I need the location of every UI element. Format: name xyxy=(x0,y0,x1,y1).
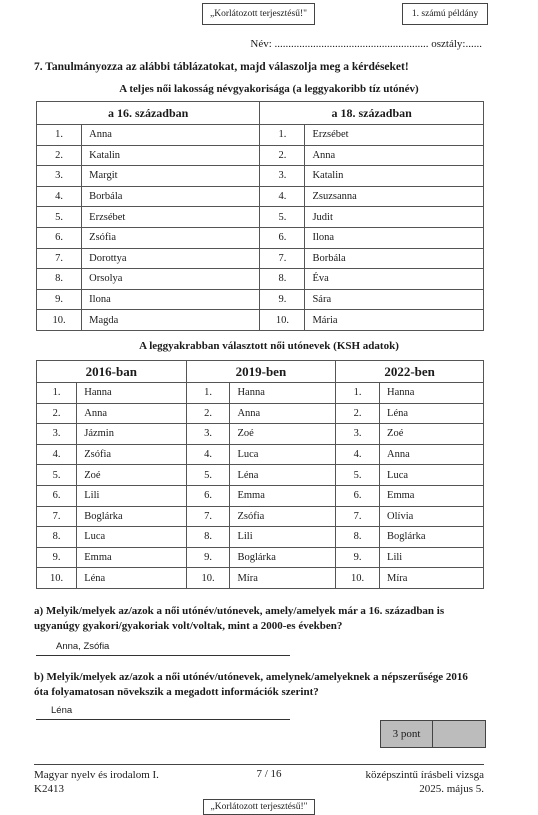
table-row xyxy=(37,145,484,166)
name-cell: Zsuzsanna xyxy=(305,186,484,207)
table-row xyxy=(37,568,484,589)
table-row xyxy=(37,383,484,404)
rank-cell: 7. xyxy=(260,248,305,269)
table1-header-18th-century: a 18. században xyxy=(260,102,484,125)
rank-cell: 1. xyxy=(336,383,380,404)
table-row xyxy=(37,125,484,146)
rank-cell: 5. xyxy=(336,465,380,486)
name-cell: Zoé xyxy=(230,424,336,445)
name-cell: Emma xyxy=(230,485,336,506)
name-cell: Boglárka xyxy=(230,547,336,568)
name-cell: Zsófia xyxy=(82,227,260,248)
name-cell: Anna xyxy=(230,403,336,424)
name-cell: Ilona xyxy=(305,227,484,248)
name-cell: Olívia xyxy=(380,506,484,527)
points-box xyxy=(380,720,486,748)
table-row xyxy=(37,207,484,228)
name-cell: Luca xyxy=(380,465,484,486)
rank-cell: 3. xyxy=(260,166,305,187)
name-cell: Zoé xyxy=(77,465,186,486)
rank-cell: 7. xyxy=(186,506,230,527)
rank-cell: 8. xyxy=(336,527,380,548)
name-cell: Anna xyxy=(305,145,484,166)
table-row xyxy=(37,310,484,331)
table2-header-2022: 2022-ben xyxy=(336,361,484,383)
copy-number-label: 1. számú példány xyxy=(402,3,488,25)
table-row xyxy=(37,289,484,310)
rank-cell: 2. xyxy=(260,145,305,166)
rank-cell: 5. xyxy=(186,465,230,486)
table-row xyxy=(37,269,484,290)
rank-cell: 8. xyxy=(37,269,82,290)
name-cell: Anna xyxy=(77,403,186,424)
table-row xyxy=(37,547,484,568)
name-cell: Hanna xyxy=(380,383,484,404)
footer-rule xyxy=(34,764,484,765)
table-row xyxy=(37,527,484,548)
answer-a-text: Anna, Zsófia xyxy=(56,641,110,652)
name-cell: Lili xyxy=(230,527,336,548)
footer-subject: Magyar nyelv és irodalom I. xyxy=(34,769,159,781)
table1-title: A teljes női lakosság névgyakorisága (a leggyakoribb tíz utónév) xyxy=(119,83,419,95)
task-instruction: 7. Tanulmányozza az alábbi táblázatokat, majd válaszolja meg a kérdéseket! xyxy=(34,61,409,73)
name-cell: Léna xyxy=(230,465,336,486)
table-row xyxy=(37,186,484,207)
footer-page: 7 / 16 xyxy=(256,768,282,780)
table-row xyxy=(37,424,484,445)
name-cell: Mária xyxy=(305,310,484,331)
rank-cell: 1. xyxy=(37,383,77,404)
rank-cell: 10. xyxy=(186,568,230,589)
name-cell: Anna xyxy=(380,444,484,465)
name-cell: Luca xyxy=(77,527,186,548)
footer-right xyxy=(365,768,484,796)
rank-cell: 10. xyxy=(336,568,380,589)
name-cell: Magda xyxy=(82,310,260,331)
table-row xyxy=(37,444,484,465)
rank-cell: 1. xyxy=(37,125,82,146)
name-cell: Katalin xyxy=(82,145,260,166)
rank-cell: 4. xyxy=(37,186,82,207)
name-cell: Boglárka xyxy=(77,506,186,527)
rank-cell: 1. xyxy=(260,125,305,146)
rank-cell: 10. xyxy=(260,310,305,331)
name-cell: Zoé xyxy=(380,424,484,445)
name-cell: Zsófia xyxy=(230,506,336,527)
rank-cell: 10. xyxy=(37,310,82,331)
name-cell: Orsolya xyxy=(82,269,260,290)
rank-cell: 6. xyxy=(186,485,230,506)
answer-b-text: Léna xyxy=(51,705,73,716)
rank-cell: 6. xyxy=(37,227,82,248)
rank-cell: 5. xyxy=(37,207,82,228)
rank-cell: 9. xyxy=(37,289,82,310)
table-row xyxy=(37,506,484,527)
restricted-distribution-label: „Korlátozott terjesztésű!" xyxy=(202,3,315,25)
rank-cell: 4. xyxy=(336,444,380,465)
name-cell: Anna xyxy=(82,125,260,146)
rank-cell: 3. xyxy=(37,424,77,445)
rank-cell: 8. xyxy=(186,527,230,548)
rank-cell: 8. xyxy=(37,527,77,548)
name-cell: Katalin xyxy=(305,166,484,187)
rank-cell: 10. xyxy=(37,568,77,589)
rank-cell: 2. xyxy=(186,403,230,424)
rank-cell: 9. xyxy=(186,547,230,568)
name-class-line: Név: ........................................................ osztály:...... xyxy=(250,38,482,50)
rank-cell: 3. xyxy=(186,424,230,445)
name-cell: Hanna xyxy=(230,383,336,404)
name-cell: Hanna xyxy=(77,383,186,404)
question-b: b) Melyik/melyek az/azok a női utónév/utónevek, amelynek/amelyeknek a népszerűsége 2016 óta folyamatosan növekszik a megadott információk szerint? xyxy=(34,671,468,698)
name-cell: Éva xyxy=(305,269,484,290)
rank-cell: 3. xyxy=(37,166,82,187)
name-cell: Erzsébet xyxy=(82,207,260,228)
rank-cell: 5. xyxy=(37,465,77,486)
name-cell: Borbála xyxy=(82,186,260,207)
rank-cell: 2. xyxy=(37,403,77,424)
table1-header-16th-century: a 16. században xyxy=(37,102,260,125)
name-cell: Míra xyxy=(230,568,336,589)
answer-b-line xyxy=(36,705,290,720)
table2-title: A leggyakrabban választott női utónevek (KSH adatok) xyxy=(139,340,399,352)
points-label: 3 pont xyxy=(381,721,433,747)
name-cell: Jázmin xyxy=(77,424,186,445)
name-cell: Dorottya xyxy=(82,248,260,269)
name-cell: Lili xyxy=(380,547,484,568)
footer-restricted-label: „Korlátozott terjesztésű!" xyxy=(203,799,315,815)
name-cell: Margit xyxy=(82,166,260,187)
table-row xyxy=(37,465,484,486)
table-row xyxy=(37,403,484,424)
name-cell: Luca xyxy=(230,444,336,465)
answer-a-line xyxy=(36,641,290,656)
rank-cell: 1. xyxy=(186,383,230,404)
rank-cell: 4. xyxy=(186,444,230,465)
name-cell: Boglárka xyxy=(380,527,484,548)
rank-cell: 4. xyxy=(260,186,305,207)
table2-header-2016: 2016-ban xyxy=(37,361,187,383)
points-score-field[interactable] xyxy=(433,721,485,747)
question-a: a) Melyik/melyek az/azok a női utónév/utónevek, amely/amelyek már a 16. században is ugyanúgy gyakori/gyakoriak volt/voltak, mint a 2000-es években? xyxy=(34,605,445,632)
rank-cell: 6. xyxy=(260,227,305,248)
rank-cell: 9. xyxy=(336,547,380,568)
name-cell: Léna xyxy=(380,403,484,424)
rank-cell: 4. xyxy=(37,444,77,465)
name-cell: Zsófia xyxy=(77,444,186,465)
name-cell: Míra xyxy=(380,568,484,589)
name-cell: Sára xyxy=(305,289,484,310)
table-row xyxy=(37,248,484,269)
table-row xyxy=(37,166,484,187)
ksh-names-table xyxy=(36,360,484,589)
rank-cell: 9. xyxy=(260,289,305,310)
name-cell: Erzsébet xyxy=(305,125,484,146)
footer-exam: középszintű írásbeli vizsga xyxy=(365,769,484,781)
name-cell: Emma xyxy=(380,485,484,506)
name-cell: Judit xyxy=(305,207,484,228)
name-cell: Borbála xyxy=(305,248,484,269)
rank-cell: 7. xyxy=(37,506,77,527)
rank-cell: 9. xyxy=(37,547,77,568)
name-cell: Lili xyxy=(77,485,186,506)
rank-cell: 8. xyxy=(260,269,305,290)
table-row xyxy=(37,485,484,506)
historical-names-table xyxy=(36,101,484,331)
rank-cell: 2. xyxy=(37,145,82,166)
rank-cell: 6. xyxy=(336,485,380,506)
rank-cell: 5. xyxy=(260,207,305,228)
name-cell: Emma xyxy=(77,547,186,568)
rank-cell: 7. xyxy=(37,248,82,269)
footer-code: K2413 xyxy=(34,783,64,795)
footer-date: 2025. május 5. xyxy=(419,783,484,795)
rank-cell: 3. xyxy=(336,424,380,445)
table-row xyxy=(37,227,484,248)
rank-cell: 7. xyxy=(336,506,380,527)
name-cell: Ilona xyxy=(82,289,260,310)
rank-cell: 6. xyxy=(37,485,77,506)
table2-header-2019: 2019-ben xyxy=(186,361,336,383)
name-cell: Léna xyxy=(77,568,186,589)
rank-cell: 2. xyxy=(336,403,380,424)
